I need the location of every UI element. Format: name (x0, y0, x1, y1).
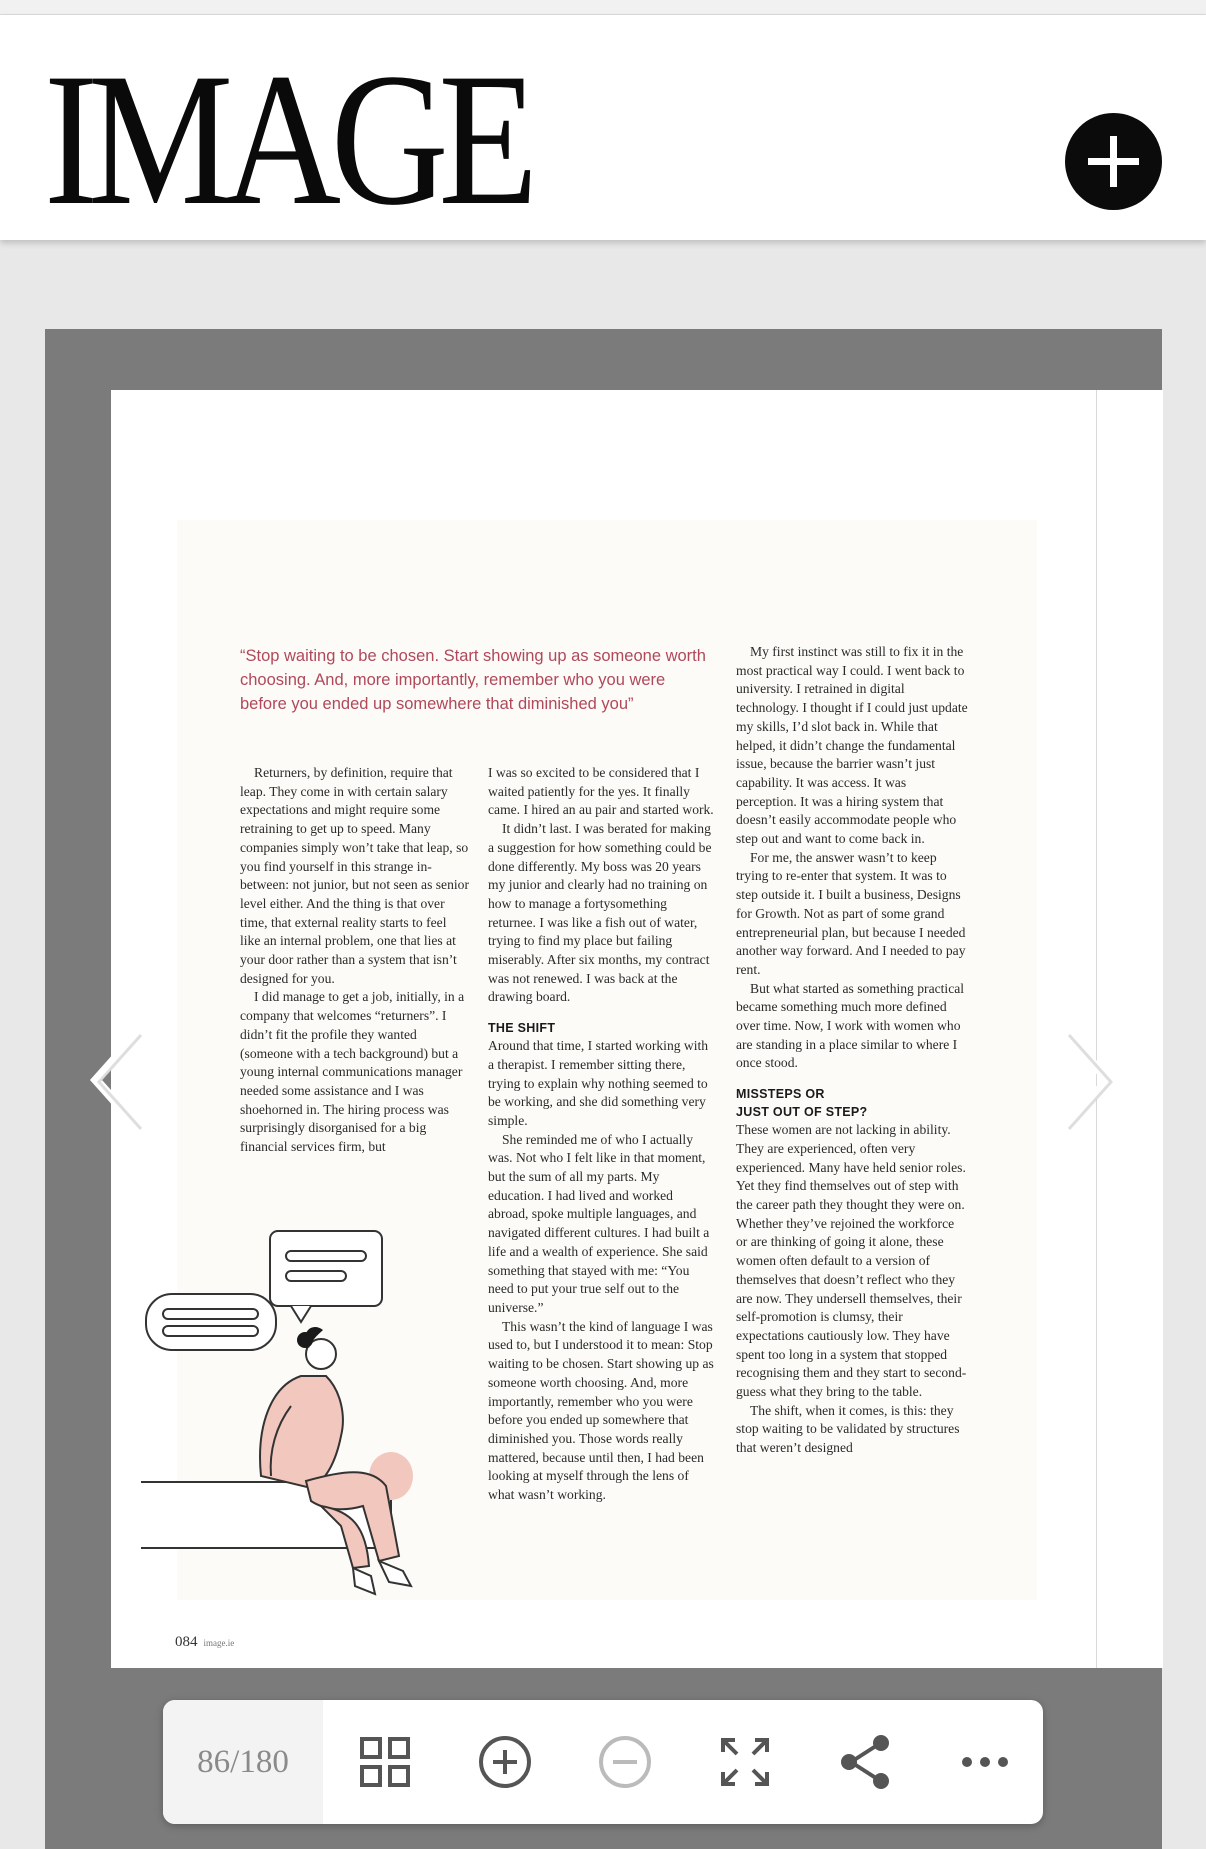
brand-logo[interactable]: IMAGE (44, 35, 528, 245)
article-column-3 (736, 643, 968, 1458)
heading-line: MISSTEPS OR (736, 1087, 825, 1102)
app-header (0, 15, 1206, 245)
next-page-button[interactable] (1050, 1025, 1120, 1135)
page-counter[interactable]: 86/180 (163, 1700, 323, 1824)
viewer-toolbar (163, 1700, 1043, 1824)
paragraph: These women are not lacking in ability. They are experienced, often very experienced. Many have held senior roles. Yet they find themselves out of step with the career path they thought they were on. Whether they’ve rejoined the workforce or are thinking of going it alone, these women often default to a version of themselves that doesn’t reflect who they are now. They undersell themselves, their self-promotion is clumsy, their expectations cautiously low. They have spent too long in a system that stopped recognising them and they start to second-guess what they bring to the table. (736, 1122, 967, 1400)
paragraph: Returners, by definition, require that leap. They come in with certain salary expectations and might require some retraining to get up to speed. Many companies simply won’t take that leap, so you find yourself in this strange in-between: not junior, but not seen as senior level either. And the thing is that over time, that external reality starts to feel like an internal problem, one that lies at your door rather than a system that isn’t designed for you. (240, 765, 469, 986)
zoom-in-button[interactable] (465, 1722, 545, 1802)
status-strip (0, 0, 1206, 15)
paragraph: Around that time, I started working with a therapist. I remember sitting there, trying to explain why nothing seemed to be working, and she did something very simple. (488, 1038, 709, 1128)
section-heading-shift: THE SHIFT (488, 1021, 556, 1036)
share-icon (837, 1734, 893, 1790)
more-button[interactable] (945, 1722, 1025, 1802)
folio-number: 084 (175, 1634, 198, 1650)
paragraph: For me, the answer wasn’t to keep trying to re-enter that system. It was to step outside it. I built a business, Designs for Growth. Not as part of some grand entrepreneurial plan, but because I needed another way forward. And I needed to pay rent. (736, 849, 966, 977)
previous-page-button[interactable] (84, 1025, 154, 1135)
grid-icon (359, 1736, 411, 1788)
share-button[interactable] (825, 1722, 905, 1802)
page-folio (175, 1634, 234, 1651)
add-button[interactable] (1065, 113, 1162, 210)
paragraph: It didn’t last. I was berated for making a suggestion for how something could be done differently. My boss was 20 years my junior and clearly had no training on how to manage a fortysomething returnee. I was like a fish out of water, trying to find my place but failing miserably. After six months, my contract was not renewed. I was back at the drawing board. (488, 821, 712, 1005)
paragraph: This wasn’t the kind of language I was used to, but I understood it to mean: Stop waiting to be chosen. Start showing up as someone worth choosing. And, more importantly, remember who you were before you ended up somewhere that diminished you. Those words really mattered, because until then, I had been looking at myself through the lens of what wasn’t working. (488, 1318, 714, 1503)
zoom-out-icon (597, 1734, 653, 1790)
article-column-1 (240, 764, 470, 1157)
heading-line: JUST OUT OF STEP? (736, 1105, 868, 1120)
paragraph: The shift, when it comes, is this: they stop waiting to be validated by structures that weren’t designed (736, 1402, 960, 1456)
chevron-left-icon (84, 1025, 154, 1135)
thumbnails-button[interactable] (345, 1722, 425, 1802)
plus-circle-icon (1065, 113, 1162, 210)
pull-quote: “Stop waiting to be chosen. Start showing up as someone worth choosing. And, more importantly, remember who you were before you ended up somewhere that diminished you” (240, 647, 706, 713)
woman-illustration (141, 1226, 481, 1626)
article-column-2 (488, 764, 716, 1505)
fullscreen-button[interactable] (705, 1722, 785, 1802)
paragraph: My first instinct was still to fix it in the most practical way I could. I went back to university. I retrained in digital technology. I thought if I could just update my skills, I’d slot back in. While that helped, it didn’t change the fundamental issue, because the barrier wasn’t just capability. It was access. It was perception. It was a hiring system that doesn’t easily accommodate people who step out and want to come back in. (736, 644, 968, 847)
fullscreen-icon (719, 1736, 771, 1788)
section-heading-missteps (736, 1085, 968, 1121)
zoom-in-icon (477, 1734, 533, 1790)
paragraph: She reminded me of who I actually was. Not who I felt like in that moment, but the sum of all my parts. My education. I had lived and worked abroad, spoke multiple languages, and navigated different cultures. I had built a life and a wealth of experience. She said something that stayed with me: “You need to put your true self out to the universe.” (488, 1131, 710, 1315)
paragraph: I was so excited to be considered that I waited patiently for the yes. It finally came. I hired an au pair and started work. (488, 765, 714, 818)
paragraph: I did manage to get a job, initially, in a company that welcomes “returners”. I didn’t fit the profile they wanted (someone with a tech background) but a young internal communications manager needed some assistance and I was shoehorned in. The hiring process was surprisingly disorganised for a big financial services firm, but (240, 989, 465, 1155)
magazine-page[interactable] (111, 390, 1096, 1668)
more-icon (957, 1752, 1013, 1772)
zoom-out-button[interactable] (585, 1722, 665, 1802)
folio-label: image.ie (203, 1638, 235, 1648)
chevron-right-icon (1050, 1025, 1120, 1135)
paragraph: But what started as something practical became something much more defined over time. Now, I work with women who are standing in a place similar to where I once stood. (736, 980, 965, 1071)
